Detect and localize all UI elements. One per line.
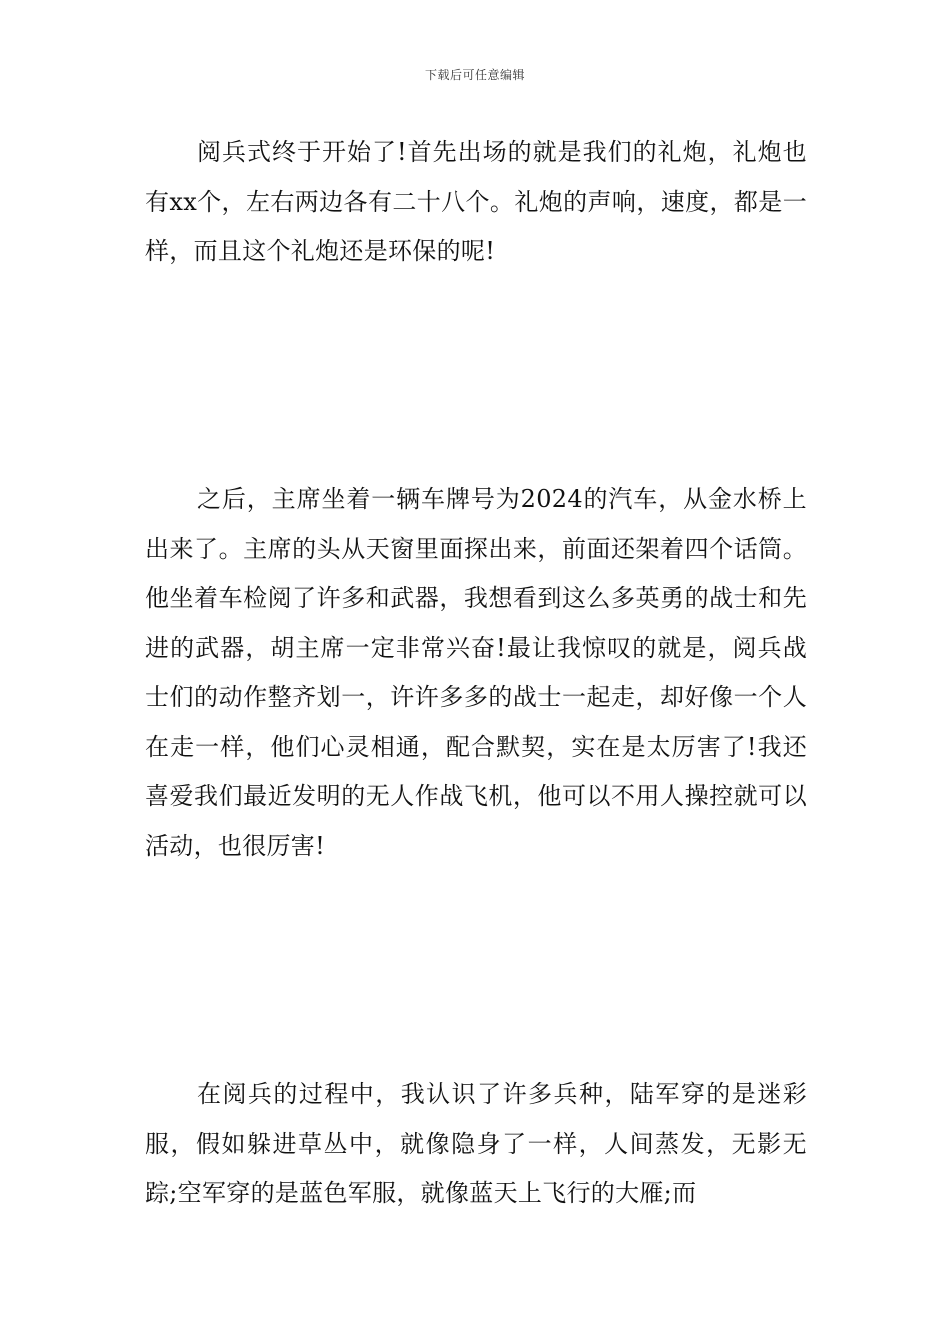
paragraph-3: 在阅兵的过程中，我认识了许多兵种，陆军穿的是迷彩服，假如躲进草丛中，就像隐身了一样，人间蒸发，无影无踪;空军穿的是蓝色军服，就像蓝天上飞行的大雁;而	[145, 1080, 807, 1207]
paragraph-1: 阅兵式终于开始了!首先出场的就是我们的礼炮，礼炮也有xx个，左右两边各有二十八个。礼炮的声响，速度，都是一样，而且这个礼炮还是环保的呢!	[145, 138, 807, 265]
header-note: 下载后可任意编辑	[424, 68, 525, 82]
paragraph-2: 之后，主席坐着一辆车牌号为2024的汽车，从金水桥上出来了。主席的头从天窗里面探出来，前面还架着四个话筒。他坐着车检阅了许多和武器，我想看到这么多英勇的战士和先进的武器，胡主席一定非常兴奋!最让我惊叹的就是，阅兵战士们的动作整齐划一，许许多多的战士一起走，却好像一个人在走一样，他们心灵相通，配合默契，实在是太厉害了!我还喜爱我们最近发明的无人作战飞机，他可以不用人操控就可以活动，也很厉害!	[145, 485, 807, 860]
